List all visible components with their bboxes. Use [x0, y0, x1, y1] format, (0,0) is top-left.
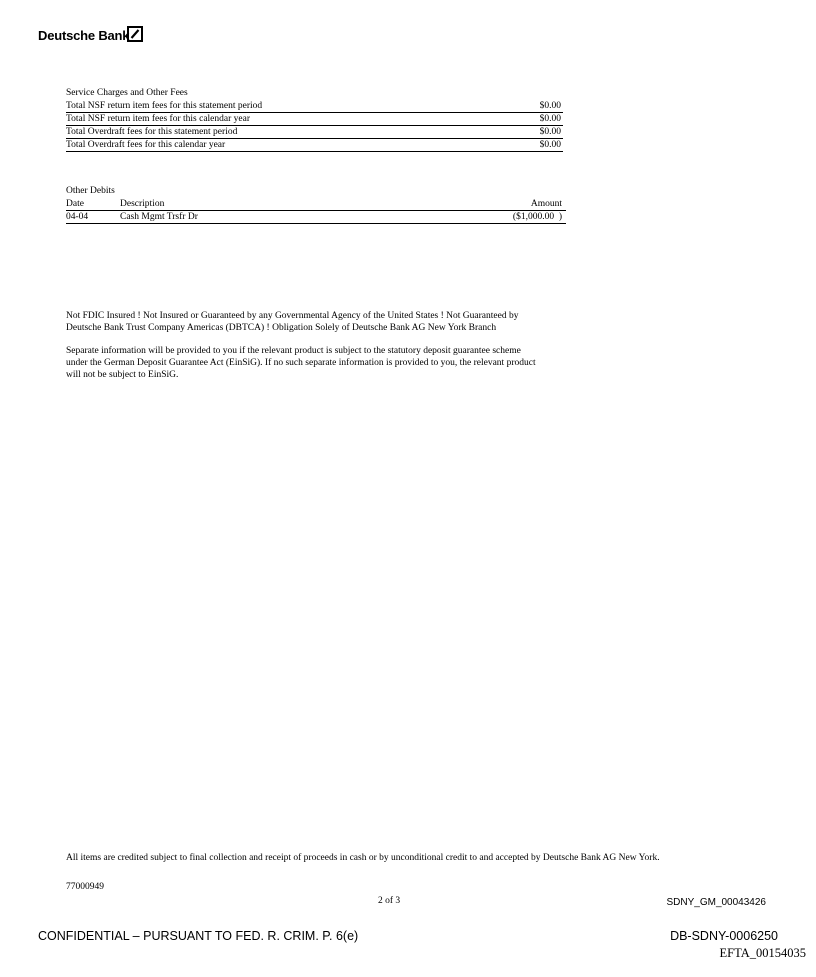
fee-label: Total NSF return item fees for this statement period — [66, 101, 263, 111]
other-debits-table — [66, 184, 566, 224]
other-debits-title: Other Debits — [66, 186, 115, 196]
table-row — [66, 113, 563, 126]
confidential-notice: CONFIDENTIAL – PURSUANT TO FED. R. CRIM. P. 6(e) — [38, 929, 359, 943]
header-amount: Amount — [530, 199, 562, 209]
fee-amount: $0.00 — [539, 127, 561, 137]
debit-date: 04-04 — [66, 212, 89, 222]
service-charges-title: Service Charges and Other Fees — [66, 88, 188, 98]
table-row — [66, 126, 563, 139]
table-row — [66, 139, 563, 152]
debit-description: Cash Mgmt Trsfr Dr — [120, 212, 198, 222]
efta-number: EFTA_00154035 — [719, 946, 806, 960]
credit-note: All items are credited subject to final collection and receipt of proceeds in cash or by unconditional credit to and accepted by Deutsche Bank AG New York. — [66, 853, 660, 863]
account-code: 77000949 — [66, 882, 104, 892]
fee-amount: $0.00 — [539, 101, 561, 111]
deutsche-bank-logo-icon — [127, 26, 143, 42]
fee-label: Total Overdraft fees for this calendar year — [66, 140, 226, 150]
fee-label: Total NSF return item fees for this calendar year — [66, 114, 250, 124]
service-charges-table — [66, 86, 563, 152]
einsig-disclaimer: Separate information will be provided to you if the relevant product is subject to the statutory deposit guarantee scheme under the German Deposit Guarantee Act (EinSiG). If no such separate information is provided to you, the relevant product will not be subject to EinSiG. — [66, 346, 536, 380]
fee-amount: $0.00 — [539, 140, 561, 150]
table-header-row — [66, 198, 566, 211]
bates-sdny: SDNY_GM_00043426 — [666, 897, 766, 908]
fdic-disclaimer: Not FDIC Insured ! Not Insured or Guaranteed by any Governmental Agency of the United States ! Not Guaranteed by Deutsche Bank Trust Company Americas (DBTCA) ! Obligation Solely of Deutsche Bank AG New York Branch — [66, 311, 519, 333]
table-row — [66, 100, 563, 113]
fee-amount: $0.00 — [539, 114, 561, 124]
page-number: 2 of 3 — [378, 896, 401, 906]
fee-label: Total Overdraft fees for this statement period — [66, 127, 238, 137]
header-date: Date — [66, 199, 84, 209]
header-description: Description — [120, 199, 165, 209]
bates-db: DB-SDNY-0006250 — [670, 929, 778, 943]
disclaimer-section — [66, 310, 536, 392]
debit-amount: ($1,000.00 ) — [512, 212, 562, 222]
table-row — [66, 211, 566, 224]
bank-logo-text: Deutsche Bank — [38, 28, 130, 43]
